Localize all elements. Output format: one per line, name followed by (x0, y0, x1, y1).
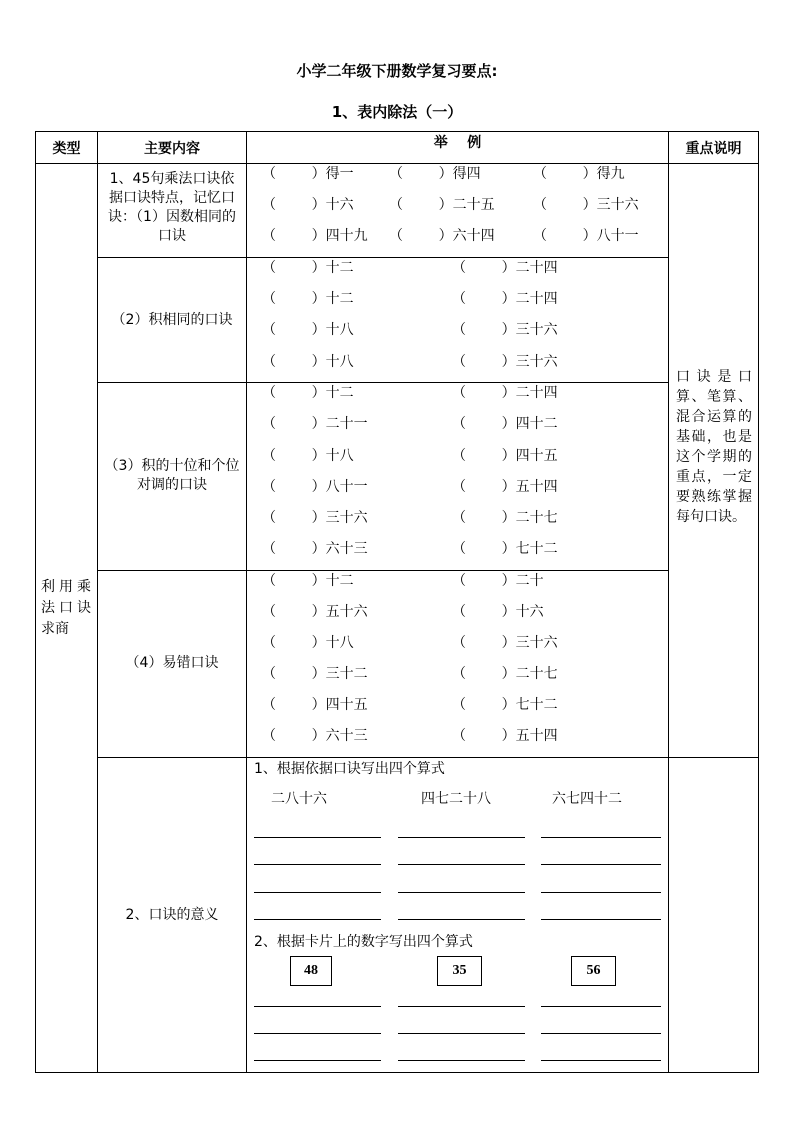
example-item: （ ）十六 (452, 604, 544, 620)
example-item: （ ）四十二 (452, 416, 558, 432)
rhyme-2: 四七二十八 (421, 791, 491, 807)
answer-blank[interactable] (398, 1033, 525, 1034)
example-item: （ ）五十四 (452, 728, 558, 744)
example-item: （ ）三十六 (452, 354, 558, 370)
example-item: （ ）十二 (262, 385, 354, 401)
task-2-instruction: 2、根据卡片上的数字写出四个算式 (254, 934, 473, 950)
example-item: （ ）三十六 (452, 322, 558, 338)
example-item: （ ）二十四 (452, 385, 558, 401)
example-item: （ ）七十二 (452, 697, 558, 713)
answer-blank[interactable] (541, 892, 661, 893)
example-item: （ ）得一 (262, 166, 354, 182)
answer-blank[interactable] (254, 919, 381, 920)
example-item: （ ）八十一 (533, 228, 639, 244)
example-item: （ ）四十九 (262, 228, 368, 244)
example-item: （ ）得四 (389, 166, 481, 182)
header-example: 举 例 (433, 135, 482, 151)
page-subtitle: 1、表内除法（一） (331, 103, 463, 121)
example-item: （ ）十二 (262, 291, 354, 307)
example-item: （ ）十八 (262, 448, 354, 464)
header-content: 主要内容 (144, 141, 200, 157)
rhyme-3: 六七四十二 (552, 791, 622, 807)
rhyme-1: 二八十六 (271, 791, 327, 807)
number-card: 56 (571, 956, 616, 986)
answer-blank[interactable] (254, 1060, 381, 1061)
example-item: （ ）三十二 (262, 666, 368, 682)
content-section-3: （3）积的十位和个位对调的口诀 (104, 458, 240, 493)
answer-blank[interactable] (398, 837, 525, 838)
content-section-1: 1、45句乘法口诀依据口诀特点，记忆口诀：（1）因数相同的口诀 (108, 171, 236, 244)
content-section-5: 2、口诀的意义 (125, 907, 219, 923)
example-item: （ ）十二 (262, 573, 354, 589)
answer-blank[interactable] (254, 1033, 381, 1034)
answer-blank[interactable] (541, 864, 661, 865)
answer-blank[interactable] (398, 864, 525, 865)
answer-blank[interactable] (254, 864, 381, 865)
example-item: （ ）五十六 (262, 604, 368, 620)
content-section-4: （4）易错口诀 (125, 655, 219, 671)
answer-blank[interactable] (254, 892, 381, 893)
example-item: （ ）十六 (262, 197, 354, 213)
answer-blank[interactable] (541, 1006, 661, 1007)
example-item: （ ）十八 (262, 322, 354, 338)
example-item: （ ）二十四 (452, 291, 558, 307)
focus-note: 口诀是口算、笔算、混合运算的基础，也是这个学期的重点，一定要熟练掌握每句口诀。 (676, 369, 752, 525)
example-item: （ ）五十四 (452, 479, 558, 495)
example-item: （ ）三十六 (262, 510, 368, 526)
answer-blank[interactable] (398, 892, 525, 893)
example-item: （ ）六十四 (389, 228, 495, 244)
answer-blank[interactable] (541, 837, 661, 838)
answer-blank[interactable] (254, 1006, 381, 1007)
example-item: （ ）二十四 (452, 260, 558, 276)
example-item: （ ）二十七 (452, 510, 558, 526)
header-type: 类型 (52, 141, 81, 157)
example-item: （ ）二十五 (389, 197, 495, 213)
example-item: （ ）三十六 (533, 197, 639, 213)
number-card: 35 (437, 956, 482, 986)
example-item: （ ）十八 (262, 354, 354, 370)
answer-blank[interactable] (398, 1060, 525, 1061)
answer-blank[interactable] (541, 1033, 661, 1034)
example-item: （ ）二十一 (262, 416, 368, 432)
example-item: （ ）十二 (262, 260, 354, 276)
type-cell: 利用乘法口诀求商 (41, 579, 91, 637)
example-item: （ ）二十七 (452, 666, 558, 682)
example-item: （ ）四十五 (262, 697, 368, 713)
header-focus: 重点说明 (685, 141, 742, 157)
example-item: （ ）三十六 (452, 635, 558, 651)
content-section-2: （2）积相同的口诀 (111, 312, 233, 328)
example-item: （ ）得九 (533, 166, 625, 182)
page-title: 小学二年级下册数学复习要点: (296, 62, 498, 80)
example-item: （ ）七十二 (452, 541, 558, 557)
number-card: 48 (290, 956, 332, 986)
example-item: （ ）四十五 (452, 448, 558, 464)
example-item: （ ）六十三 (262, 541, 368, 557)
example-item: （ ）十八 (262, 635, 354, 651)
answer-blank[interactable] (398, 1006, 525, 1007)
example-item: （ ）八十一 (262, 479, 368, 495)
answer-blank[interactable] (541, 1060, 661, 1061)
answer-blank[interactable] (398, 919, 525, 920)
answer-blank[interactable] (541, 919, 661, 920)
example-item: （ ）六十三 (262, 728, 368, 744)
example-item: （ ）二十 (452, 573, 544, 589)
task-1-instruction: 1、根据依据口诀写出四个算式 (254, 761, 445, 777)
answer-blank[interactable] (254, 837, 381, 838)
